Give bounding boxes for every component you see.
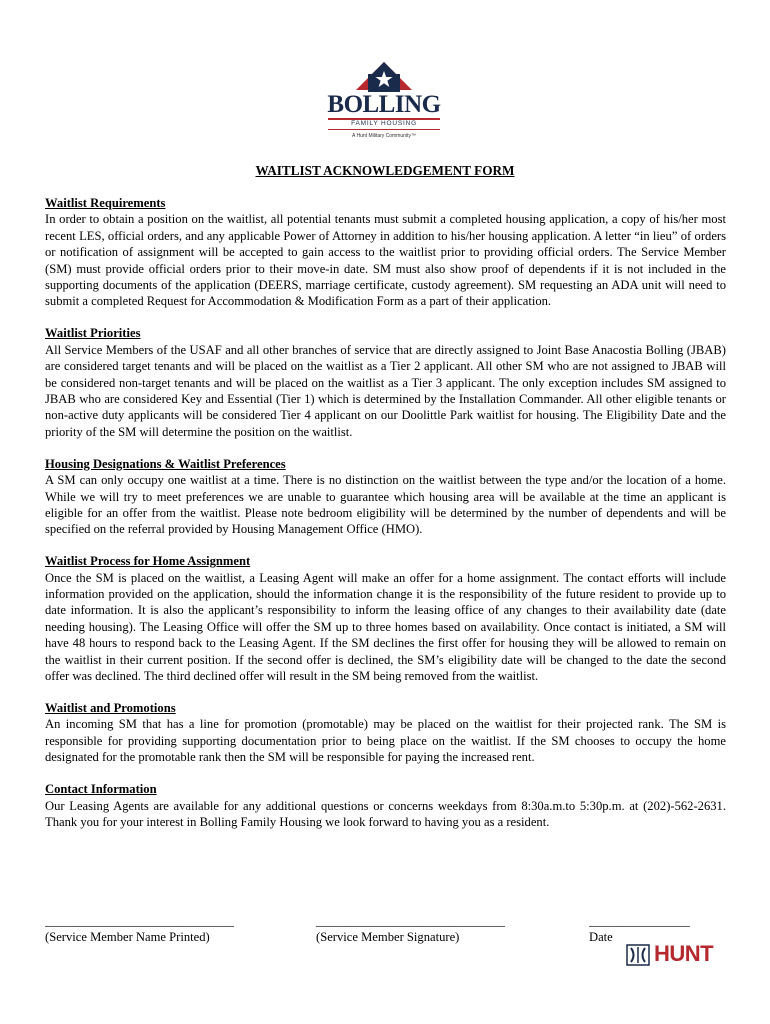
hunt-mark-icon: [626, 944, 650, 966]
date-label: Date: [589, 930, 613, 944]
section-waitlist-promotions: [45, 700, 726, 766]
section-body: Once the SM is placed on the waitlist, a Leasing Agent will make an offer for a home assignment. The contact efforts will include information provided on the application, should the information change it is the responsibility of the future resident to provide up to date information. It is also the applicant’s responsibility to inform the leasing office of any changes to their availability date (date needing housing). The Leasing Office will offer the SM up to three homes based on availability. Once contact is initiated, a SM will have 48 hours to respond back to the Leasing Agent. If the SM declines the first offer for housing they will be allowed to remain on the waitlist in their current position. If the second offer is declined, the SM’s eligibility date will be changed to the date the second offer was declined. The third declined offer will result in the SM being removed from the waitlist.: [45, 570, 726, 684]
form-content: [45, 195, 726, 846]
section-waitlist-requirements: [45, 195, 726, 310]
section-heading: Waitlist and Promotions: [45, 700, 176, 715]
house-star-icon: [354, 60, 414, 92]
section-contact-information: [45, 781, 726, 830]
name-label: (Service Member Name Printed): [45, 930, 210, 944]
name-signature-line[interactable]: ______________________________: [45, 914, 234, 928]
section-body: A SM can only occupy one waitlist at a time. There is no distinction on the waitlist between the type and/or the location of a home. While we will try to meet preferences we are unable to guarantee which housing area will be available at the time an applicant is eligible for an offer from the waitlist. Please note bedroom eligibility will be determined by the number of dependents and will be specified on the referral provided by Housing Management Office (HMO).: [45, 473, 726, 537]
section-body: An incoming SM that has a line for promotion (promotable) may be placed on the waitlist for their projected rank. The SM is responsible for providing supporting documentation prior to being place on the waitlist. If the SM chooses to occupy the home designated for the promotable rank then the SM will be responsible for paying the increased rent.: [45, 717, 726, 765]
form-title: WAITLIST ACKNOWLEDGEMENT FORM: [255, 163, 515, 178]
section-heading: Contact Information: [45, 782, 157, 797]
section-body: In order to obtain a position on the waitlist, all potential tenants must submit a completed housing application, a copy of his/her most recent LES, official orders, and any applicable Power of Attorney in addition to his/her housing application. A letter “in lieu” of orders or notification of assignment will be accepted to gain access to the waitlist prior to providing official orders. The Service Member (SM) must provide official orders prior to their move-in date. SM must also show proof of dependents if it is not included in the supporting documents of the application (DEERS, marriage certificate, custody agreement). SM requesting an ADA unit will need to submit a completed Request for Accommodation & Modification Form as a part of their application.: [45, 212, 726, 309]
section-heading: Waitlist Requirements: [45, 196, 166, 210]
signature-line[interactable]: ______________________________: [316, 914, 505, 928]
section-body: All Service Members of the USAF and all other branches of service that are directly assigned to Joint Base Anacostia Bolling (JBAB) are considered target tenants and will be placed on the waitlist as a Tier 2 applicant. All other SM who are not assigned to JBAB will be considered non-target tenants and will be placed on the waitlist as a Tier 3 applicant. The only exception includes SM assigned to JBAB who are considered Key and Essential (Tier 1) which is determined by the Installation Commander. All other eligible tenants or non-active duty applicants will be considered Tier 4 applicant on our Doolittle Park waitlist for housing. The Eligibility Date and the priority of the SM will determine the position on the waitlist.: [45, 342, 726, 439]
logo-rule-bottom: [328, 129, 440, 130]
hunt-wordmark: HUNT: [654, 941, 714, 966]
section-housing-designations: [45, 456, 726, 538]
logo-wordmark: BOLLING: [327, 91, 441, 118]
section-heading: Waitlist Process for Home Assignment: [45, 554, 251, 569]
section-waitlist-priorities: [45, 325, 726, 440]
section-heading: Waitlist Priorities: [45, 326, 141, 341]
section-body: Our Leasing Agents are available for any additional questions or concerns weekdays from 8:30a.m.to 5:30p.m. at (202)-562-2631. Thank you for your interest in Bolling Family Housing we look forward to having you as a resident.: [45, 798, 726, 829]
date-line[interactable]: ________________: [589, 914, 690, 928]
section-waitlist-process: [45, 553, 726, 684]
signature-label: (Service Member Signature): [316, 930, 460, 944]
hunt-logo: [626, 943, 726, 967]
bolling-family-housing-logo: [322, 60, 446, 144]
section-heading: Housing Designations & Waitlist Preferences: [45, 456, 286, 471]
logo-tagline: A Hunt Military Community™: [352, 133, 416, 139]
logo-subtitle: FAMILY HOUSING: [351, 120, 417, 127]
